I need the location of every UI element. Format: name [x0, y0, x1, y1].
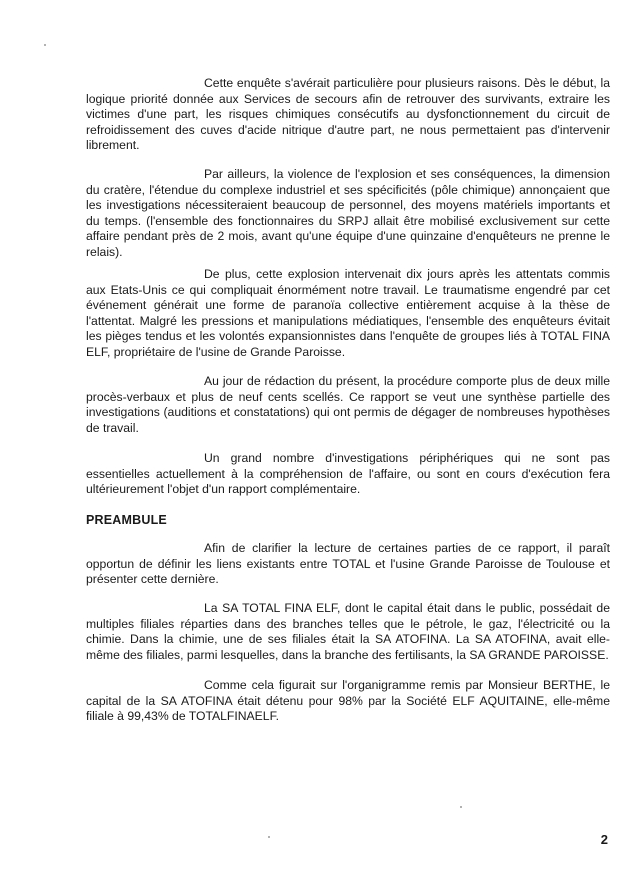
page-number: 2 — [600, 832, 608, 847]
preamble-paragraph-3-text: Comme cela figurait sur l'organigramme remis par Monsieur BERTHE, le capital de la SA ATOFINA était détenu pour 98% par la Société ELF AQUITAINE, elle-même filiale à 99,43% de TOTALFINAELF. — [86, 678, 610, 724]
paragraph-2-text: Par ailleurs, la violence de l'explosion et ses conséquences, la dimension du cratère, l'étendue du complexe industriel et ses spécificités (pôle chimique) annonçaient que les investigations nécessiteraient beaucoup de personnel, des moyens matériels importants et du temps. (l'ensemble des fonctionnaires du SRPJ allait être mobilisé exclusivement sur cette affaire pendant près de 2 mois, avant qu'une équipe d'une quinzaine d'enquêteurs ne prenne le relais). — [86, 167, 610, 259]
preamble-paragraph-1 — [86, 541, 610, 588]
paragraph-1 — [86, 76, 610, 154]
preamble-paragraph-1-text: Afin de clarifier la lecture de certaines parties de ce rapport, il paraît opportun de définir les liens existants entre TOTAL et l'usine Grande Paroisse de Toulouse et présenter cette dernière. — [86, 541, 610, 587]
scan-speck — [268, 836, 270, 838]
paragraph-2 — [86, 167, 610, 261]
paragraph-3-text: De plus, cette explosion intervenait dix jours après les attentats commis aux Etats-Unis ce qui compliquait énormément notre travail. Le traumatisme engendré par cet événement générait une forme de paranoïa collective entièrement acquise à la thèse de l'attentat. Malgré les pressions et manipulations médiatiques, l'ensemble des enquêteurs évitait les pièges tendus et les volontés expansionnistes dans l'enquête de groupes liés à TOTAL FINA ELF, propriétaire de l'usine de Grande Paroisse. — [86, 267, 610, 359]
paragraph-4 — [86, 374, 610, 436]
preamble-paragraph-2 — [86, 601, 610, 663]
section-heading: PREAMBULE — [86, 513, 167, 527]
scan-speck — [460, 806, 462, 808]
scan-speck — [44, 44, 46, 46]
paragraph-3 — [86, 267, 610, 361]
preamble-paragraph-2-text: La SA TOTAL FINA ELF, dont le capital était dans le public, possédait de multiples filiales réparties dans des branches telles que le pétrole, le gaz, l'électricité ou la chimie. Dans la chimie, une de ses filiales était la SA ATOFINA. La SA ATOFINA, avait elle-même des filiales, parmi lesquelles, dans la branche des fertilisants, la SA GRANDE PAROISSE. — [86, 601, 610, 662]
paragraph-1-text: Cette enquête s'avérait particulière pour plusieurs raisons. Dès le début, la logique priorité donnée aux Services de secours afin de retrouver des survivants, extraire les victimes d'une part, les risques chimiques consécutifs au dysfonctionnement du circuit de refroidissement des cuves d'acide nitrique d'autre part, ne nous permettaient pas d'intervenir librement. — [86, 76, 610, 153]
paragraph-5-text: Un grand nombre d'investigations périphériques qui ne sont pas essentielles actuellement à la compréhension de l'affaire, ou sont en cours d'exécution fera ultérieurement l'objet d'un rapport complémentaire. — [86, 451, 610, 497]
preamble-paragraph-3 — [86, 678, 610, 725]
paragraph-4-text: Au jour de rédaction du présent, la procédure comporte plus de deux mille procès-verbaux et plus de neuf cents scellés. Ce rapport se veut une synthèse partielle des investigations (auditions et constatations) qui ont permis de dégager de nombreuses hypothèses de travail. — [86, 374, 610, 435]
paragraph-5 — [86, 451, 610, 498]
